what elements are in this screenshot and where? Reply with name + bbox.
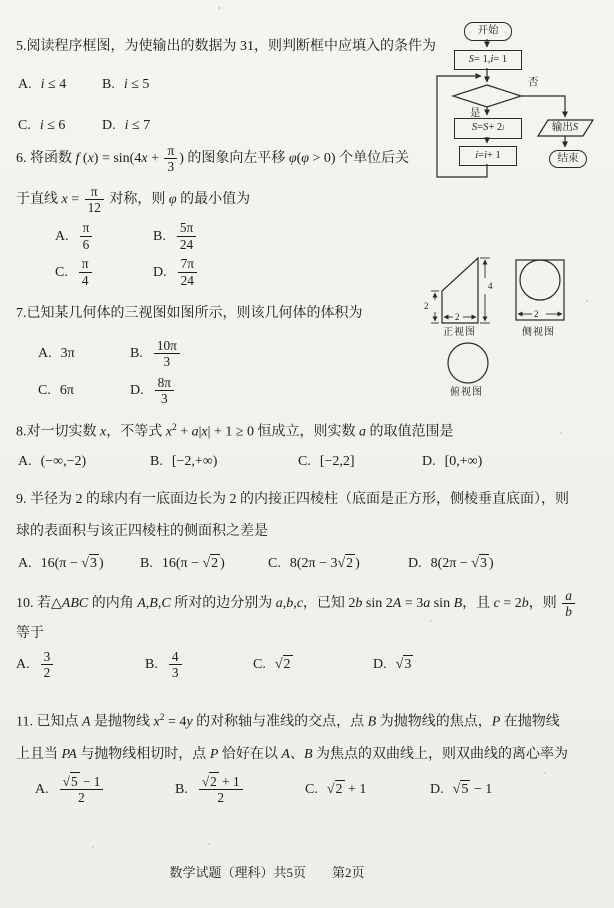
option-9d: D. 8(2π − √3 ) (408, 556, 494, 571)
question-6-stem-line1: 6. 将函数 f (x) = sin(4x + $\frac{\pi}{3}$ ) 的图象向左平移 φ(φ > 0) 个单位后关 (16, 143, 410, 175)
question-8-stem: 8.对一切实数 x，不等式 $x^2 + a|x| + 1 \ge 0$ 恒成立，则实数 a 的取值范围是 (16, 423, 454, 440)
three-view-diagram (420, 228, 610, 408)
flowchart-output-node: 输出 S (551, 121, 579, 133)
question-10 (16, 588, 608, 684)
flowchart-yes-label: 是 (470, 108, 481, 119)
option-7d: D. $\frac{8\pi}{3}$ (130, 372, 420, 409)
option-6d: D. $\frac{7\pi}{24}$ (153, 254, 446, 290)
option-7b: B. $\frac{10\pi}{3}$ (130, 335, 420, 372)
option-5a: A. i ≤ 4 (18, 77, 67, 92)
question-11-options (35, 770, 608, 810)
option-6a: A. $\frac{\pi}{6}$ (55, 218, 153, 254)
option-8a: A. (−∞,−2) (18, 453, 87, 469)
question-10-stem-line1: 10. 若△ABC 的内角 A,B,C 所对的边分别为 a,b,c，已知 2b sin 2A = 3a sin B，且 c = 2b，则 $\frac{a}{b}$ (16, 588, 608, 620)
front-view-label: 正视图 (443, 327, 476, 338)
flowchart-increment-node: i = i + 1 (459, 146, 517, 166)
side-view-circle (520, 260, 560, 300)
question-8 (16, 418, 604, 472)
flowchart-body-node: S = S + 2 i (454, 118, 522, 139)
footer-page-number: 第2页 (332, 865, 365, 880)
option-11c: C. √2 + 1 (305, 782, 367, 798)
option-9b: B. 16(π − √2 ) (140, 556, 225, 571)
question-6-options (55, 218, 446, 290)
question-9-options (18, 553, 608, 574)
question-11 (16, 708, 608, 810)
question-6 (16, 143, 446, 290)
option-5d: D. i ≤ 7 (102, 118, 151, 133)
question-11-stem-line1: 11. 已知点 A 是抛物线 $x^2 = 4y$ 的对称轴与准线的交点，点 B 为抛物线的焦点，P 在抛物线 (16, 713, 560, 730)
side-bottom-dimension: 2 (534, 309, 539, 319)
question-7 (16, 303, 420, 409)
option-8d: D. [0,+∞) (422, 453, 483, 469)
question-8-options (18, 451, 604, 472)
option-10d: D. √3 (373, 657, 412, 673)
decision-diamond (453, 85, 521, 107)
front-right-dimension: 4 (488, 281, 493, 291)
option-10c: C. √2 (253, 657, 291, 673)
flowchart-connectors (430, 14, 614, 214)
question-10-stem-line2: 等于 (16, 625, 44, 641)
option-8c: C. [−2,2] (298, 453, 355, 469)
front-left-dimension: 2 (424, 301, 429, 311)
question-10-options (16, 646, 608, 684)
option-10a: A. $\frac{3}{2}$ (16, 646, 145, 684)
option-11a: A. $\frac{√5 - 1}{2}$ (35, 770, 175, 810)
option-10b: B. $\frac{4}{3}$ (145, 646, 253, 684)
flowchart-diagram (430, 14, 614, 214)
option-11b: B. $\frac{√2 + 1}{2}$ (175, 770, 305, 810)
top-view-circle (448, 343, 488, 383)
option-8b: B. [−2,+∞) (150, 453, 218, 469)
option-6b: B. $\frac{5\pi}{24}$ (153, 218, 446, 254)
three-view-shapes (420, 228, 610, 408)
flowchart-init-node: S = 1, i = 1 (454, 50, 522, 70)
question-9-stem-line2: 球的表面积与该正四棱柱的侧面积之差是 (16, 524, 268, 539)
question-9 (16, 489, 608, 574)
flowchart-start-node: 开始 (464, 22, 512, 41)
question-9-stem-line1: 9. 半径为 2 的球内有一底面边长为 2 的内接正四棱柱（底面是正方形，侧棱垂直底面），则 (16, 492, 569, 507)
footer-title: 数学试题（理科）共5页 (169, 865, 306, 880)
option-7a: A. 3π (38, 346, 75, 361)
option-11d: D. √5 − 1 (430, 782, 493, 798)
question-5 (16, 36, 440, 136)
scan-speckles (0, 0, 2, 2)
option-9c: C. 8(2π − 3√2 ) (268, 556, 360, 571)
side-view-label: 侧视图 (522, 327, 555, 338)
page-footer (0, 862, 574, 881)
question-5-options (18, 74, 440, 136)
option-7c: C. 6π (38, 383, 74, 398)
option-6c: C. $\frac{\pi}{4}$ (55, 254, 153, 290)
question-7-stem: 7.已知某几何体的三视图如图所示，则该几何体的体积为 (16, 306, 363, 321)
top-view-label: 俯视图 (450, 387, 483, 398)
flowchart-end-node: 结束 (549, 150, 587, 168)
question-6-stem-line2: 于直线 x = $\frac{\pi}{12}$ 对称，则 φ 的最小值为 (16, 183, 251, 215)
question-11-stem-line2: 上且当 PA 与抛物线相切时，点 P 恰好在以 A、B 为焦点的双曲线上，则双曲线的离心率为 (16, 746, 568, 762)
option-5b: B. i ≤ 5 (102, 77, 150, 92)
flowchart-no-label: 否 (528, 77, 539, 88)
question-5-stem: 5.阅读程序框图，为使输出的数据为 31，则判断框中应填入的条件为 (16, 39, 436, 54)
option-5c: C. i ≤ 6 (18, 118, 66, 133)
front-bottom-dimension: 2 (455, 312, 460, 322)
question-7-options (38, 335, 420, 409)
option-9a: A. 16(π − √3 ) (18, 556, 104, 571)
front-view-shape (442, 258, 478, 323)
